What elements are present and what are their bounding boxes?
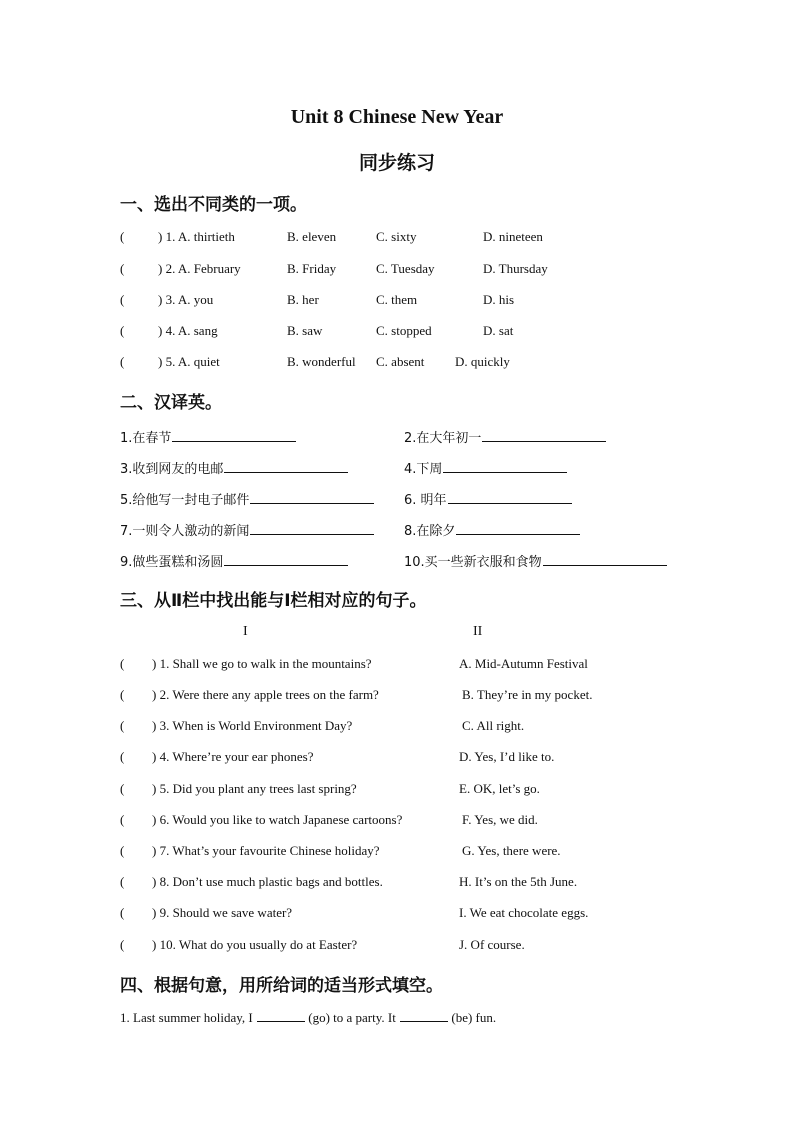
match-question: ) 10. What do you usually do at Easter? <box>152 937 358 952</box>
answer-blank[interactable] <box>224 461 348 473</box>
section3-heading: 三、从Ⅱ栏中找出能与Ⅰ栏相对应的句子。 <box>120 591 427 611</box>
question-option-d: D. Thursday <box>483 261 548 276</box>
answer-blank[interactable] <box>172 430 296 442</box>
match-question: ) 5. Did you plant any trees last spring? <box>152 781 357 796</box>
answer-paren[interactable]: ( <box>120 937 125 952</box>
question-option-a: ) 1. A. thirtieth <box>158 229 235 244</box>
answer-paren[interactable]: ( <box>120 905 125 920</box>
answer-paren[interactable]: ( <box>120 718 125 733</box>
question-option-c: C. absent <box>376 354 425 369</box>
match-answer: H. It’s on the 5th June. <box>459 874 578 889</box>
column-two-header: II <box>473 624 483 639</box>
translation-prompt: 2.在大年初一 <box>404 431 482 446</box>
translation-item <box>120 458 348 477</box>
question-option-a: ) 4. A. sang <box>158 323 218 338</box>
question-option-b: B. Friday <box>287 261 337 276</box>
question-option-d: D. his <box>483 292 515 307</box>
sentence-part: 1. Last summer holiday, I <box>120 1010 253 1025</box>
match-answer: G. Yes, there were. <box>462 843 561 858</box>
translation-prompt: 9.做些蛋糕和汤圆 <box>120 555 224 570</box>
answer-blank[interactable] <box>250 492 374 504</box>
match-answer: A. Mid-Autumn Festival <box>459 656 588 671</box>
question-option-d: D. quickly <box>455 354 510 369</box>
match-question: ) 2. Were there any apple trees on the farm? <box>152 687 379 702</box>
question-option-b: B. saw <box>287 323 323 338</box>
match-answer: B. They’re in my pocket. <box>462 687 593 702</box>
answer-paren[interactable]: ( <box>120 687 125 702</box>
answer-paren[interactable]: ( <box>120 354 125 369</box>
answer-blank[interactable] <box>257 1010 305 1022</box>
answer-blank[interactable] <box>224 554 348 566</box>
fill-in-sentence <box>120 1010 496 1026</box>
page-subtitle: 同步练习 <box>358 153 435 174</box>
question-option-b: B. eleven <box>287 229 337 244</box>
translation-item <box>120 489 374 508</box>
match-question: ) 3. When is World Environment Day? <box>152 718 353 733</box>
match-answer: J. Of course. <box>459 937 525 952</box>
sentence-part: (go) to a party. It <box>308 1010 396 1025</box>
translation-item <box>120 520 374 539</box>
translation-prompt: 6. 明年 <box>404 493 447 508</box>
answer-paren[interactable]: ( <box>120 261 125 276</box>
translation-prompt: 3.收到网友的电邮 <box>120 462 224 477</box>
answer-blank[interactable] <box>482 430 606 442</box>
answer-paren[interactable]: ( <box>120 229 125 244</box>
translation-item <box>404 489 572 508</box>
answer-paren[interactable]: ( <box>120 874 125 889</box>
match-question: ) 4. Where’re your ear phones? <box>152 749 314 764</box>
answer-blank[interactable] <box>456 523 580 535</box>
translation-prompt: 5.给他写一封电子邮件 <box>120 493 250 508</box>
answer-paren[interactable]: ( <box>120 749 125 764</box>
question-option-c: C. sixty <box>376 229 417 244</box>
answer-blank[interactable] <box>443 461 567 473</box>
match-question: ) 7. What’s your favourite Chinese holiday? <box>152 843 380 858</box>
sentence-part: (be) fun. <box>451 1010 497 1025</box>
answer-paren[interactable]: ( <box>120 843 125 858</box>
question-option-b: B. her <box>287 292 319 307</box>
question-option-b: B. wonderful <box>287 354 356 369</box>
page-title: Unit 8 Chinese New Year <box>290 106 504 128</box>
section1-heading: 一、选出不同类的一项。 <box>120 195 307 215</box>
translation-item <box>404 551 667 570</box>
answer-paren[interactable]: ( <box>120 781 125 796</box>
match-answer: I. We eat chocolate eggs. <box>459 905 589 920</box>
question-option-c: C. them <box>376 292 418 307</box>
question-option-c: C. Tuesday <box>376 261 435 276</box>
answer-blank[interactable] <box>543 554 667 566</box>
match-answer: D. Yes, I’d like to. <box>459 749 555 764</box>
match-answer: C. All right. <box>462 718 525 733</box>
answer-blank[interactable] <box>250 523 374 535</box>
match-answer: F. Yes, we did. <box>462 812 538 827</box>
column-one-header: I <box>243 624 248 639</box>
question-option-a: ) 3. A. you <box>158 292 214 307</box>
question-option-d: D. nineteen <box>483 229 543 244</box>
match-answer: E. OK, let’s go. <box>459 781 540 796</box>
section2-heading: 二、汉译英。 <box>120 393 222 413</box>
translation-prompt: 10.买一些新衣服和食物 <box>404 555 542 570</box>
match-question: ) 6. Would you like to watch Japanese cartoons? <box>152 812 403 827</box>
translation-item <box>404 520 580 539</box>
answer-blank[interactable] <box>400 1010 448 1022</box>
answer-paren[interactable]: ( <box>120 656 125 671</box>
translation-item <box>404 458 567 477</box>
match-question: ) 1. Shall we go to walk in the mountains? <box>152 656 372 671</box>
translation-item <box>404 427 606 446</box>
answer-paren[interactable]: ( <box>120 323 125 338</box>
translation-prompt: 8.在除夕 <box>404 524 456 539</box>
answer-paren[interactable]: ( <box>120 292 125 307</box>
question-option-d: D. sat <box>483 323 514 338</box>
translation-item <box>120 427 296 446</box>
question-option-a: ) 2. A. February <box>158 261 241 276</box>
match-question: ) 8. Don’t use much plastic bags and bottles. <box>152 874 383 889</box>
question-option-c: C. stopped <box>376 323 432 338</box>
answer-paren[interactable]: ( <box>120 812 125 827</box>
match-question: ) 9. Should we save water? <box>152 905 293 920</box>
translation-prompt: 4.下周 <box>404 462 443 477</box>
answer-blank[interactable] <box>448 492 572 504</box>
translation-prompt: 1.在春节 <box>120 431 172 446</box>
section4-heading: 四、根据句意，用所给词的适当形式填空。 <box>120 976 443 996</box>
question-option-a: ) 5. A. quiet <box>158 354 220 369</box>
translation-prompt: 7.一则令人激动的新闻 <box>120 524 250 539</box>
translation-item <box>120 551 348 570</box>
